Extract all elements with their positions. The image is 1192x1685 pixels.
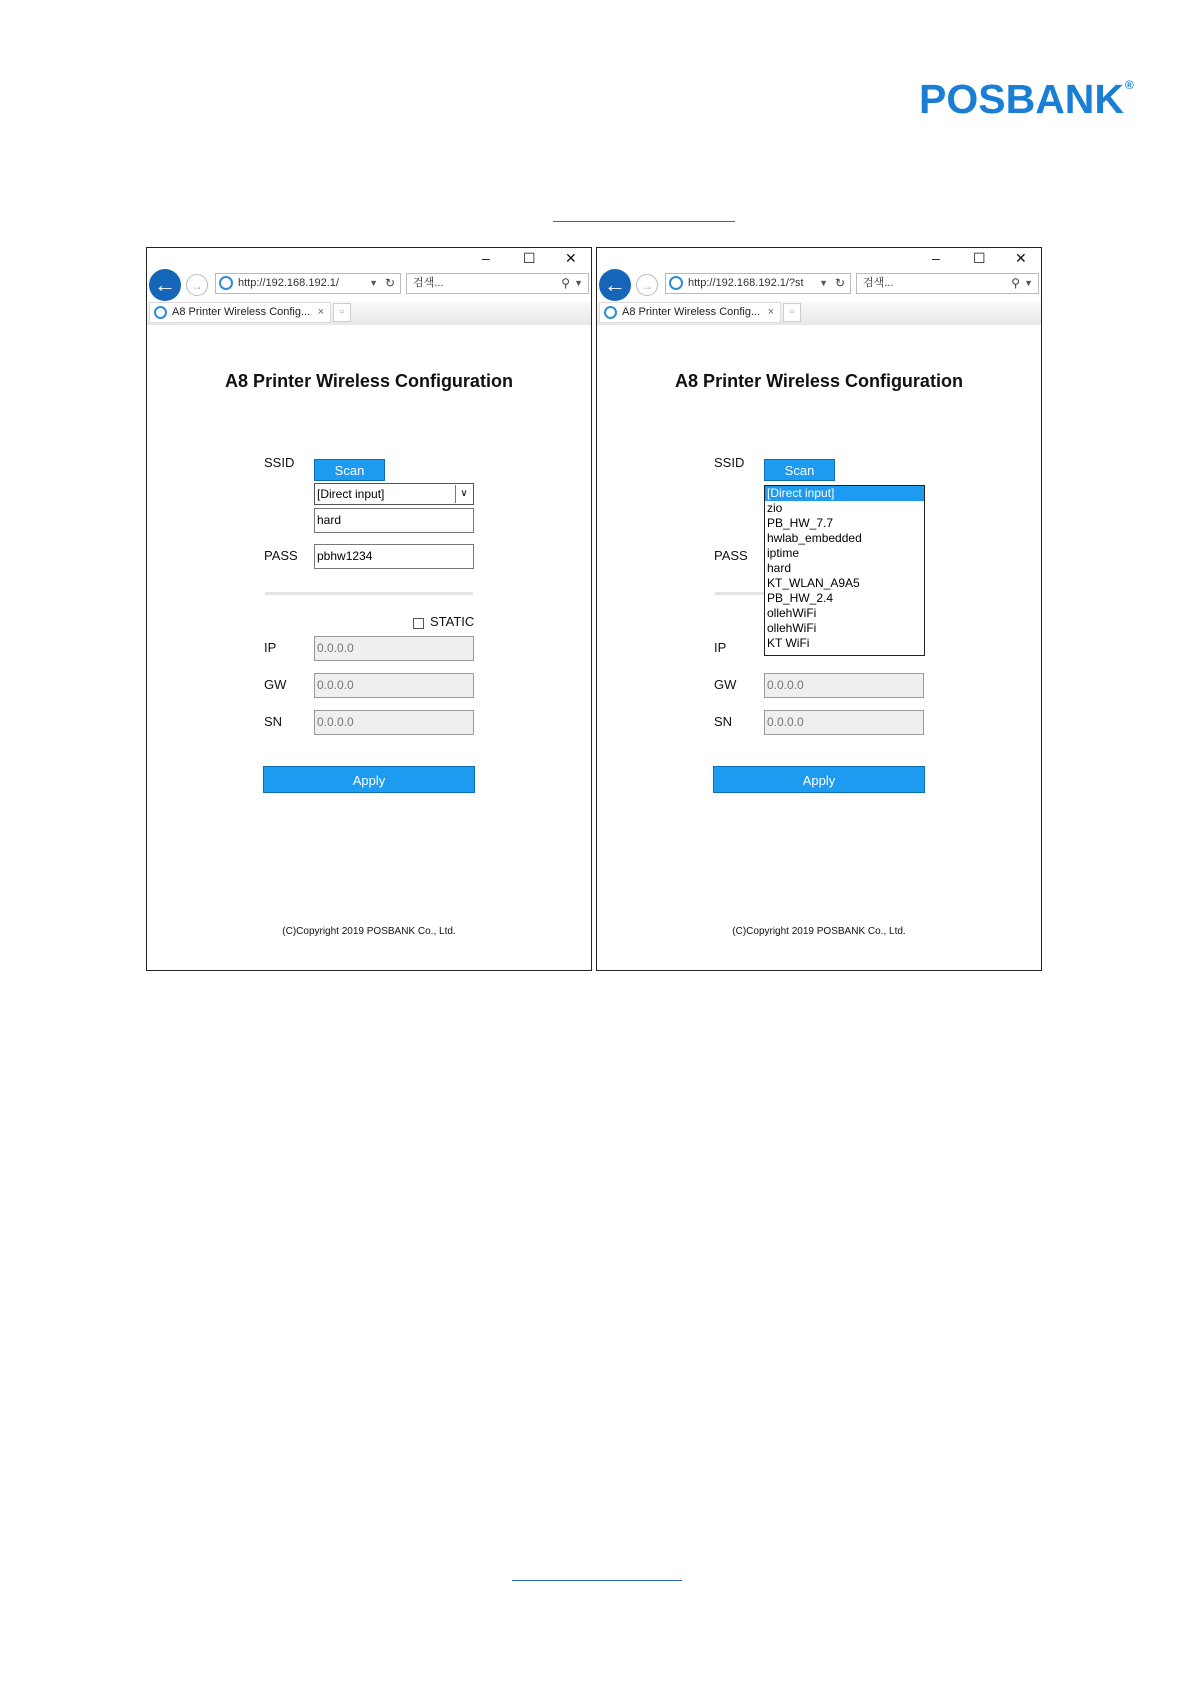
copyright: (C)Copyright 2019 POSBANK Co., Ltd. — [732, 926, 906, 937]
search-dropdown-icon[interactable]: ▼ — [574, 278, 583, 288]
sn-input[interactable]: 0.0.0.0 — [314, 710, 474, 735]
new-tab-button[interactable]: ▫ — [333, 303, 351, 322]
tab-config[interactable] — [599, 302, 781, 323]
ip-input[interactable]: 0.0.0.0 — [314, 636, 474, 661]
ssid-option[interactable]: KT WiFi — [767, 636, 810, 650]
static-label: STATIC — [430, 614, 475, 629]
search-icon[interactable]: ⚲ — [561, 276, 570, 290]
ip-label: IP — [264, 640, 277, 655]
sn-label: SN — [714, 714, 733, 729]
ie-icon — [604, 306, 617, 319]
ssid-dropdown-list[interactable] — [764, 485, 925, 656]
ssid-option[interactable]: ollehWiFi — [767, 606, 817, 620]
tab-config[interactable] — [149, 302, 331, 323]
tab-close-icon[interactable]: × — [317, 306, 324, 318]
tab-row — [597, 301, 1041, 325]
search-placeholder: 검색... — [863, 277, 894, 289]
new-tab-button[interactable]: ▫ — [783, 303, 801, 322]
ip-label: IP — [714, 640, 727, 655]
maximize-icon[interactable]: ☐ — [973, 250, 986, 266]
ssid-select[interactable] — [314, 483, 474, 505]
sn-input[interactable]: 0.0.0.0 — [764, 710, 924, 735]
gw-input[interactable]: 0.0.0.0 — [764, 673, 924, 698]
pass-input[interactable]: pbhw1234 — [314, 544, 474, 569]
tab-close-icon[interactable]: × — [767, 306, 774, 318]
ssid-option[interactable]: hwlab_embedded — [767, 531, 862, 545]
ie-icon — [219, 276, 233, 290]
minimize-icon[interactable]: – — [482, 250, 490, 266]
ssid-option[interactable]: ollehWiFi — [767, 621, 817, 635]
pass-label: PASS — [714, 548, 748, 563]
forward-button[interactable]: → — [636, 274, 658, 296]
ssid-option[interactable]: zio — [767, 501, 783, 515]
divider — [265, 592, 473, 595]
pass-label: PASS — [264, 548, 298, 563]
address-dropdown-icon[interactable]: ▼ — [369, 278, 378, 288]
address-bar[interactable] — [215, 273, 401, 294]
address-url: http://192.168.192.1/?st — [688, 277, 804, 289]
static-checkbox[interactable] — [413, 618, 424, 629]
ssid-select-value: [Direct input] — [317, 487, 385, 501]
top-link-underline[interactable] — [553, 221, 735, 222]
ssid-option[interactable]: PB_HW_7.7 — [767, 516, 834, 530]
page-title: A8 Printer Wireless Configuration — [225, 371, 513, 391]
gw-label: GW — [714, 677, 737, 692]
chevron-down-icon[interactable]: ∨ — [455, 485, 472, 503]
ie-icon — [154, 306, 167, 319]
address-dropdown-icon[interactable]: ▼ — [819, 278, 828, 288]
ssid-option[interactable]: hard — [767, 561, 792, 575]
search-dropdown-icon[interactable]: ▼ — [1024, 278, 1033, 288]
ssid-label: SSID — [264, 455, 295, 470]
posbank-logo: POSBANK® — [919, 76, 1134, 122]
refresh-icon[interactable]: ↻ — [834, 276, 845, 290]
close-icon[interactable]: ✕ — [1015, 250, 1027, 266]
tab-title: A8 Printer Wireless Config... — [172, 306, 311, 318]
search-input[interactable] — [406, 273, 589, 294]
gw-input[interactable]: 0.0.0.0 — [314, 673, 474, 698]
refresh-icon[interactable]: ↻ — [384, 276, 395, 290]
apply-button[interactable]: Apply — [713, 766, 925, 793]
title-bar — [597, 248, 1041, 266]
scan-button[interactable]: Scan — [314, 459, 385, 481]
address-row — [597, 268, 1041, 298]
maximize-icon[interactable]: ☐ — [523, 250, 536, 266]
minimize-icon[interactable]: – — [932, 250, 940, 266]
title-bar — [147, 248, 591, 266]
address-row — [147, 268, 591, 298]
tab-title: A8 Printer Wireless Config... — [622, 306, 761, 318]
ssid-option[interactable]: [Direct input] — [765, 486, 924, 501]
page-title: A8 Printer Wireless Configuration — [675, 371, 963, 391]
browser-window-right — [596, 247, 1042, 971]
ssid-option[interactable]: iptime — [767, 546, 800, 560]
tab-row — [147, 301, 591, 325]
browser-window-left — [146, 247, 592, 971]
apply-button[interactable]: Apply — [263, 766, 475, 793]
ssid-label: SSID — [714, 455, 745, 470]
ssid-input[interactable]: hard — [314, 508, 474, 533]
back-button[interactable]: ← — [599, 269, 631, 301]
address-bar[interactable] — [665, 273, 851, 294]
gw-label: GW — [264, 677, 287, 692]
sn-label: SN — [264, 714, 283, 729]
ssid-option[interactable]: PB_HW_2.4 — [767, 591, 834, 605]
bottom-link-underline[interactable] — [512, 1580, 682, 1581]
search-input[interactable] — [856, 273, 1039, 294]
search-icon[interactable]: ⚲ — [1011, 276, 1020, 290]
ssid-option[interactable]: KT_WLAN_A9A5 — [767, 576, 860, 590]
copyright: (C)Copyright 2019 POSBANK Co., Ltd. — [282, 926, 456, 937]
ie-icon — [669, 276, 683, 290]
search-placeholder: 검색... — [413, 277, 444, 289]
close-icon[interactable]: ✕ — [565, 250, 577, 266]
address-url: http://192.168.192.1/ — [238, 277, 339, 289]
forward-button[interactable]: → — [186, 274, 208, 296]
back-button[interactable]: ← — [149, 269, 181, 301]
scan-button[interactable]: Scan — [764, 459, 835, 481]
